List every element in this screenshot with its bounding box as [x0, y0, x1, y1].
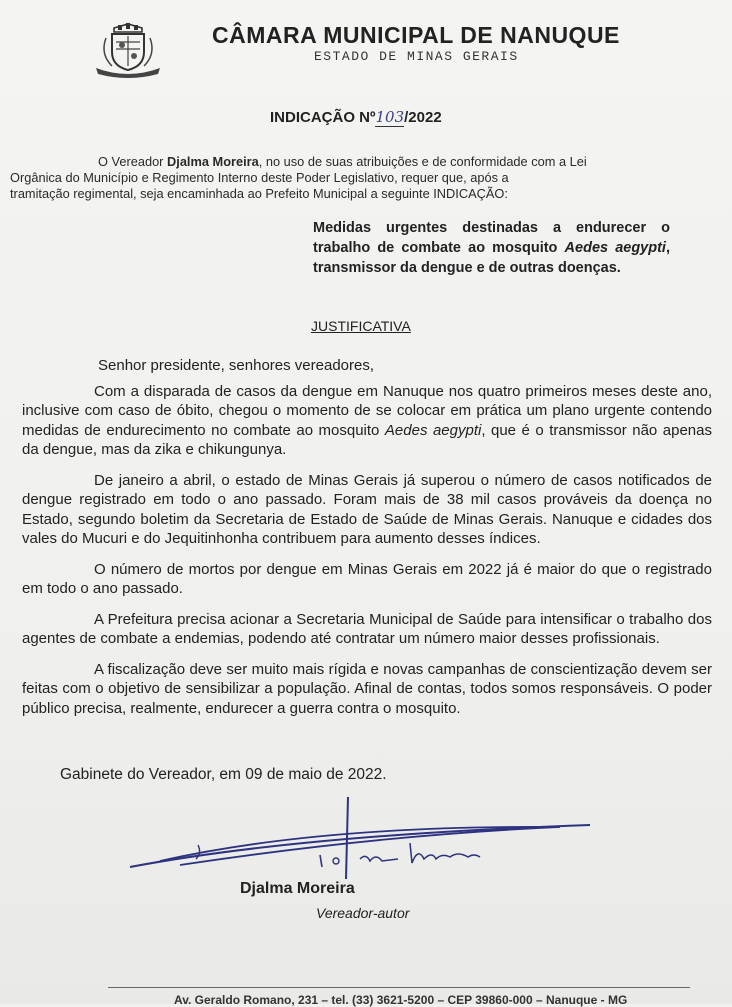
intro-line-3: tramitação regimental, seja encaminhada ao Prefeito Municipal a seguinte INDICAÇÃO:: [10, 186, 508, 201]
salutation: Senhor presidente, senhores vereadores,: [98, 357, 375, 374]
institution-title: CÂMARA MUNICIPAL DE NANUQUE: [212, 22, 620, 48]
handwritten-number: 103: [375, 108, 405, 126]
signer-name: Djalma Moreira: [240, 880, 355, 897]
author-name: Djalma Moreira: [167, 154, 259, 169]
title-suffix: /2022: [404, 109, 442, 126]
justification-body: [22, 356, 712, 729]
closing-date-line: Gabinete do Vereador, em 09 de maio de 2022.: [60, 766, 387, 783]
footer-divider: [108, 987, 690, 988]
handwritten-signature: [120, 795, 620, 885]
signer-role: Vereador-autor: [316, 905, 410, 921]
paragraph-2: De janeiro a abril, o estado de Minas Gerais já superou o número de casos notificados de dengue registrado em todo o ano passado. Foram mais de 38 mil casos prováveis da doença no Estado, segundo boletim da Secretaria de Estado de Saúde de Minas Gerais. Nanuque e cidades dos vales do Mucuri e do Jequitinhonha contribuem para aumento desses índices.: [22, 471, 712, 547]
paragraph-1: Com a disparada de casos da dengue em Nanuque nos quatro primeiros meses deste ano, inclusive com caso de óbito, chegou o momento de se colocar em prática um plano urgente contendo medidas de endurecimento no combate ao mosquito Aedes aegypti, que é o transmissor não apenas da dengue, mas da zika e chikungunya.: [22, 382, 712, 458]
municipal-coat-of-arms-icon: [92, 22, 164, 78]
justification-heading: JUSTIFICATIVA: [311, 318, 411, 334]
intro-line-1: O Vereador Djalma Moreira, no uso de suas atribuições e de conformidade com a Lei: [98, 154, 587, 169]
summary-ementa: Medidas urgentes destinadas a endurecer o trabalho de combate ao mosquito Aedes aegypti, transmissor da dengue e de outras doenças.: [313, 220, 670, 276]
title-prefix: INDICAÇÃO Nº: [270, 109, 376, 126]
paragraph-5: A fiscalização deve ser muito mais rígida e novas campanhas de conscientização devem ser feitas com o objetivo de sensibilizar a população. Afinal de contas, todos somos responsáveis. O poder público precisa, realmente, endurecer a guerra contra o mosquito.: [22, 660, 712, 717]
document-title: [270, 108, 442, 127]
paragraph-4: A Prefeitura precisa acionar a Secretaria Municipal de Saúde para intensificar o trabalho dos agentes de combate a endemias, podendo até contratar um número maior desses profissionais.: [22, 610, 712, 647]
introduction: [10, 154, 654, 202]
paragraph-3: O número de mortos por dengue em Minas Gerais em 2022 já é maior do que o registrado em todo o ano passado.: [22, 560, 712, 597]
institution-subtitle: ESTADO DE MINAS GERAIS: [314, 49, 519, 64]
intro-line-2: Orgânica do Município e Regimento Interno deste Poder Legislativo, requer que, após a: [10, 170, 509, 185]
footer-address: Av. Geraldo Romano, 231 – tel. (33) 3621-5200 – CEP 39860-000 – Nanuque - MG: [174, 993, 628, 1007]
